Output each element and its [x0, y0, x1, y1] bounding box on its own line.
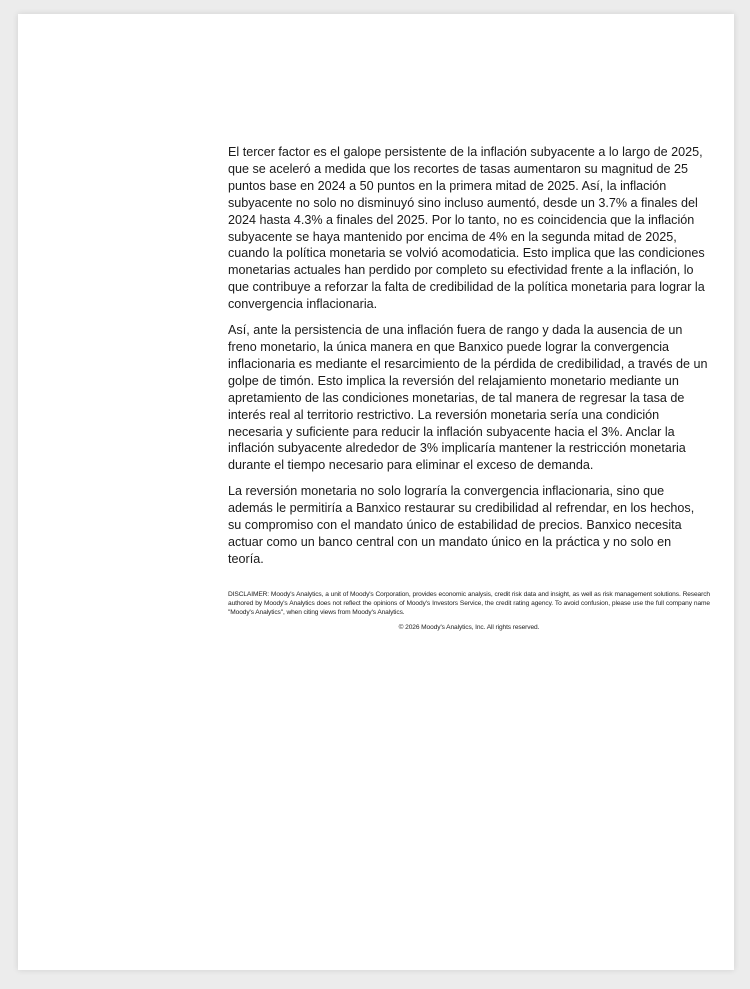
paragraph-3: La reversión monetaria no solo lograría la convergencia inflacionaria, sino que además le permitiría a Banxico restaurar su credibilidad al refrendar, en los hechos, su compromiso con el mandato único de estabilidad de precios. Banxico necesita actuar como un banco central con un mandato único en la práctica y no solo en teoría.: [228, 484, 695, 566]
disclaimer-text: DISCLAIMER: Moody's Analytics, a unit of Moody's Corporation, provides economic analysis, credit risk data and insight, as well as risk management solutions. Research authored by Moody's Analytics does not reflect the opinions of Moody's Investors Service, the credit rating agency. To avoid confusion, please use the full company name "Moody's Analytics", when citing views from Moody's Analytics.: [228, 590, 710, 617]
paragraph-2: Así, ante la persistencia de una inflación fuera de rango y dada la ausencia de un freno monetario, la única manera en que Banxico puede lograr la convergencia inflacionaria es mediante el resarcimiento de la pérdida de credibilidad, a través de un golpe de timón. Esto implica la reversión del relajamiento monetario mediante un apretamiento de las condiciones monetarias, de tal manera de regresar la tasa de interés real al territorio restrictivo. La reversión monetaria sería una condición necesaria y suficiente para reducir la inflación subyacente hacia el 3%. Anclar la inflación subyacente alrededor de 3% implicaría mantener la restricción monetaria durante el tiempo necesario para eliminar el exceso de demanda.: [228, 323, 708, 473]
paragraph-1: El tercer factor es el galope persistente de la inflación subyacente a lo largo de 2025, que se aceleró a medida que los recortes de tasas aumentaron su magnitud de 25 puntos base en 2024 a 50 puntos en la primera mitad de 2025. Así, la inflación subyacente no solo no disminuyó sino incluso aumentó, desde un 3.7% a finales del 2024 hasta 4.3% a finales del 2025. Por lo tanto, no es coincidencia que la inflación subyacente se haya mantenido por encima de 4% en la segunda mitad de 2025, cuando la política monetaria se volvió acomodaticia. Esto implica que las condiciones monetarias actuales han perdido por completo su efectividad frente a la inflación, lo que contribuye a reforzar la falta de credibilidad de la política monetaria para lograr la convergencia inflacionaria.: [228, 145, 705, 312]
document-page: [18, 14, 734, 970]
copyright-text: © 2026 Moody's Analytics, Inc. All rights reserved.: [398, 624, 540, 632]
document-body: [228, 144, 710, 632]
